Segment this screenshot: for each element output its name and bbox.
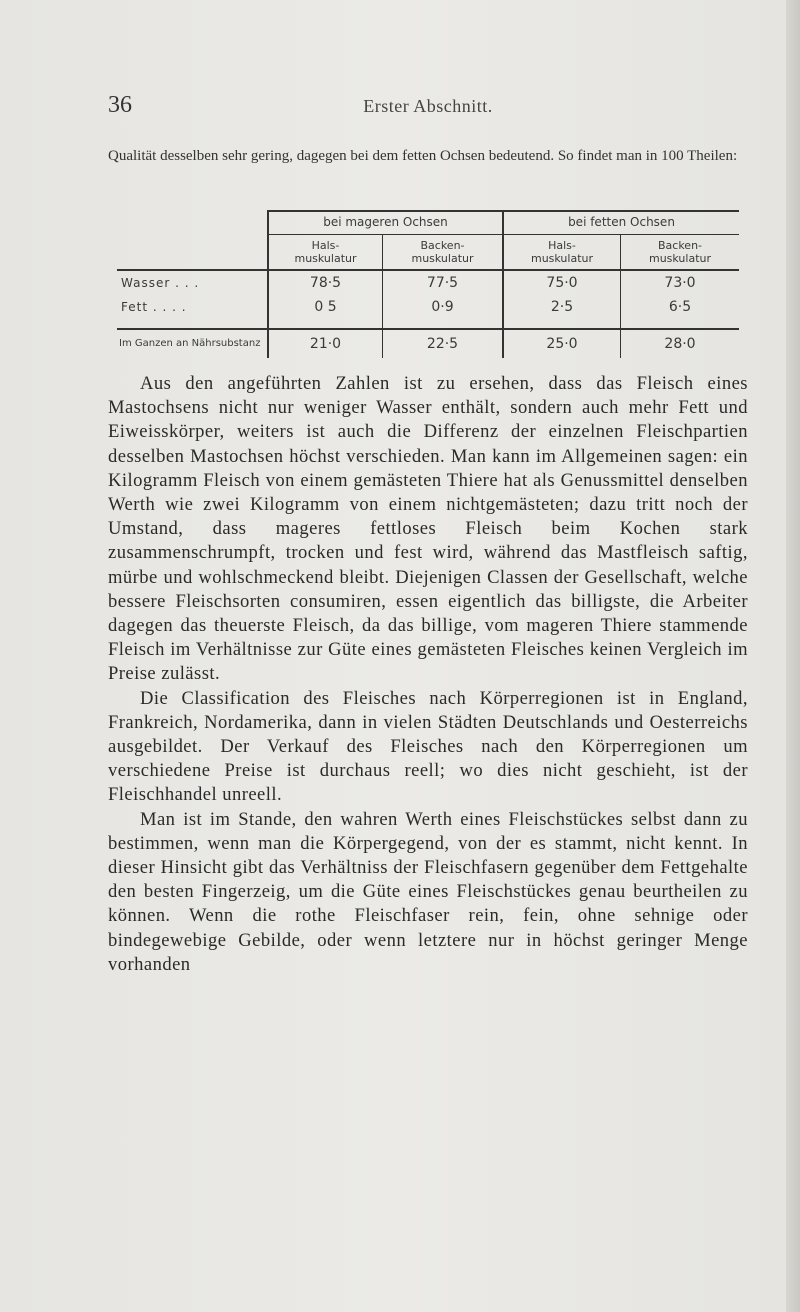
cell-fett-3: 2·5	[550, 299, 574, 315]
composition-table	[117, 210, 739, 358]
page-edge	[786, 0, 800, 1312]
row-label-total: Im Ganzen an Nährsubstanz	[119, 338, 261, 349]
row-label-wasser: Wasser . . .	[121, 276, 200, 290]
group-header-mager: bei mageren Ochsen	[323, 215, 448, 229]
paragraph: Man ist im Stande, den wahren Werth eines Fleischstückes selbst dann zu bestimmen, wenn man die Körpergegend, von der es stammt, nicht kennt. In dieser Hinsicht gibt das Verhältniss der Fleischfasern gegenüber dem Fettgehalte den besten Fingerzeig, um die Güte eines Fleischstückes genau beurtheilen zu können. Wenn die rothe Fleischfaser rein, fein, ohne sehnige oder bindegewebige Gebilde, oder wenn letztere nur in höchst geringer Menge vorhanden	[108, 808, 748, 975]
intro-text: Qualität desselben sehr gering, dagegen bei dem fetten Ochsen bedeutend. So findet man in 100 Theilen:	[108, 148, 738, 164]
group-header-fett: bei fetten Ochsen	[568, 215, 675, 229]
table-group-rule	[267, 234, 739, 235]
page-header	[108, 92, 748, 122]
subheader-hals-fett: Hals- muskulatur	[530, 239, 594, 265]
cell-total-2: 22·5	[426, 336, 459, 352]
cell-total-4: 28·0	[664, 336, 696, 352]
page-number: 36	[108, 92, 132, 118]
cell-total-1: 21·0	[309, 336, 342, 352]
row-label-fett: Fett . . . .	[121, 300, 187, 314]
subheader-hals-mager: Hals- muskulatur	[294, 239, 357, 265]
cell-wasser-3: 75·0	[546, 275, 578, 291]
subheader-backen-mager: Backen- muskulatur	[411, 239, 474, 265]
table-header-rule	[117, 269, 739, 271]
cell-wasser-4: 73·0	[664, 275, 696, 291]
body-text	[108, 372, 748, 977]
subheader-backen-fett: Backen- muskulatur	[648, 239, 712, 265]
paragraph: Die Classification des Fleisches nach Körperregionen ist in England, Frankreich, Nordamerika, dann in vielen Städten Deutschlands und Oesterreichs ausgebildet. Der Verkauf des Fleisches nach den Körperregionen um verschiedene Preise ist durchaus reell; wo dies nicht geschieht, ist der Fleischhandel unreell.	[108, 687, 748, 806]
cell-wasser-2: 77·5	[426, 275, 459, 291]
cell-fett-4: 6·5	[668, 299, 692, 315]
cell-fett-1: 0 5	[314, 299, 337, 315]
running-title: Erster Abschnitt.	[363, 96, 493, 116]
cell-fett-2: 0·9	[431, 299, 454, 315]
table-body-rule	[117, 328, 739, 330]
cell-total-3: 25·0	[546, 336, 578, 352]
cell-wasser-1: 78·5	[309, 275, 342, 291]
paragraph: Aus den angeführten Zahlen ist zu ersehen, dass das Fleisch eines Mastochsens nicht nur weniger Wasser enthält, sondern auch mehr Fett und Eiweisskörper, weiters ist auch die Differenz der einzelnen Fleischpartien desselben Mastochsen höchst verschieden. Man kann im Allgemeinen sagen: ein Kilogramm Fleisch von einem gemästeten Thiere hat als Genussmittel denselben Werth wie zwei Kilogramm von einem nichtgemästeten; dazu tritt noch der Umstand, dass mageres fettloses Fleisch beim Kochen stark zusammenschrumpft, trocken und fest wird, während das Mastfleisch saftig, mürbe und wohlschmeckend bleibt. Diejenigen Classen der Gesellschaft, welche bessere Fleischsorten consumiren, essen eigentlich das billigste, die Arbeiter dagegen das theuerste Fleisch, da das billige, vom mageren Thiere stammende Fleisch im Verhältnisse zur Güte eines gemästeten Fleisches keinen Vergleich im Preise zulässt.	[108, 373, 748, 685]
